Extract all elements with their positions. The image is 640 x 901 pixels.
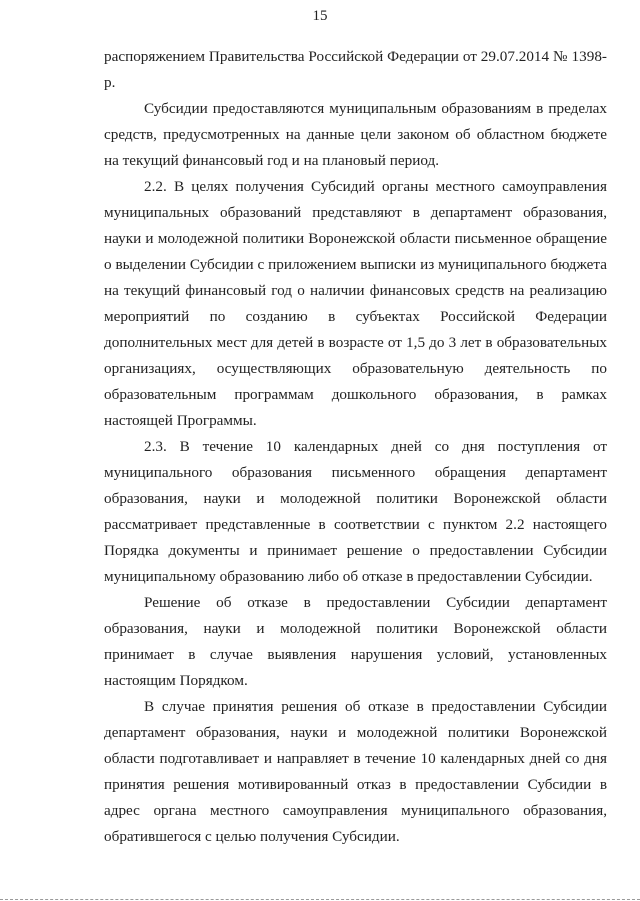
document-body — [104, 44, 607, 850]
paragraph-refusal-decision: Решение об отказе в предоставлении Субсидии департамент образования, науки и молодежной политики Воронежской области принимает в случае выявления нарушения условий, установленных настоящим Порядком. — [104, 594, 607, 689]
paragraph-refusal-notice: В случае принятия решения об отказе в предоставлении Субсидии департамент образования, науки и молодежной политики Воронежской области подготавливает и направляет в течение 10 календарных дней со дня принятия решения мотивированный отказ в предоставлении Субсидии в адрес органа местного самоуправления муниципального образования, обратившегося с целью получения Субсидии. — [104, 698, 607, 845]
paragraph-clause-2-3: 2.3. В течение 10 календарных дней со дня поступления от муниципального образования письменного обращения департамент образования, науки и молодежной политики Воронежской области рассматривает представленные в соответствии с пунктом 2.2 настоящего Порядка документы и принимает решение о предоставлении Субсидии муниципальному образованию либо об отказе в предоставлении Субсидии. — [104, 438, 607, 585]
paragraph-subsidies-limits: Субсидии предоставляются муниципальным образованиям в пределах средств, предусмотренных на данные цели законом об областном бюджете на текущий финансовый год и на плановый период. — [104, 100, 607, 169]
page-number: 15 — [312, 8, 328, 24]
paragraph-continuation: распоряжением Правительства Российской Федерации от 29.07.2014 № 1398-р. — [104, 48, 607, 91]
paragraph-clause-2-2: 2.2. В целях получения Субсидий органы местного самоуправления муниципальных образований представляют в департамент образования, науки и молодежной политики Воронежской области письменное обращение о выделении Субсидии с приложением выписки из муниципального бюджета на текущий финансовый год о наличии финансовых средств на реализацию мероприятий по созданию в субъектах Российской Федерации дополнительных мест для детей в возрасте от 1,5 до 3 лет в образовательных организациях, осуществляющих образовательную деятельность по образовательным программам дошкольного образования, в рамках настоящей Программы. — [104, 178, 607, 429]
